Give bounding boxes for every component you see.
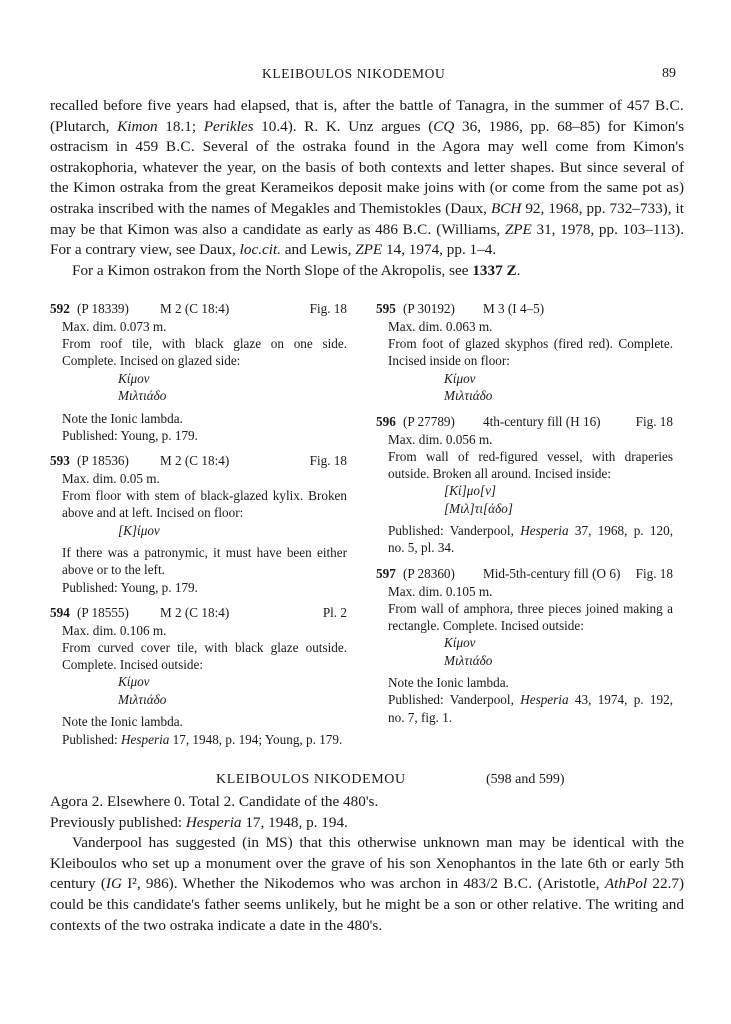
citation-abbrev: loc.cit. [239,241,281,259]
publication: Published: Young, p. 179. [62,427,198,443]
dimension: Max. dim. 0.073 m. [62,319,167,334]
intro-paragraph-2 [50,261,684,282]
description: From floor with stem of black-glazed kylix. Broken above and at left. Incised on floor: [62,488,347,521]
catalog-entry-592 [50,300,347,444]
entry-number: 592 [50,301,70,316]
intro-paragraph-1 [50,96,684,261]
figure-reference: Fig. 18 [635,413,673,429]
entry-body [376,431,673,557]
inscription-line: Κίμον [118,674,150,690]
journal-title: ZPE [355,241,383,259]
catalog-reference: 1337 Z [472,261,517,279]
inscription-line: Μιλτιάδο [444,652,493,668]
text-run: Several of the ostraka found in the Agora may well come from Kimon's ostrakophoria, whatever the year, on the basis of both contexts and letter shapes. But since several of the Kimon ostraka from the great Kerameikos deposit make joins with (or come from the same pot as) ostraka inscribed with the names of Megakles and Themistokles (Daux, [50,138,685,217]
text-run: 17, 1948, p. 194; Young, p. 179. [169,731,343,747]
inventory-number: (P 18555) [77,604,129,620]
entry-number: 596 [376,413,396,429]
dimension: Max. dim. 0.056 m. [388,431,493,447]
catalog-entry-594 [50,604,347,748]
deposit-context: M 2 (C 18:4) [160,301,230,316]
era-abbrev: B.C. [654,97,684,114]
catalog-range: (598 and 599) [486,772,565,787]
inscription-line: Κίμον [444,635,476,651]
description: From wall of amphora, three pieces joined making a rectangle. Complete. Incised outside: [388,600,673,634]
journal-title: Hesperia [520,523,569,539]
section-heading [50,770,684,792]
figure-reference: Fig. 18 [309,301,347,316]
description: From roof tile, with black glaze on one side. Complete. Incised on glazed side: [62,336,347,369]
publication [388,691,673,725]
deposit-context: M 2 (C 18:4) [160,453,230,469]
note: Note the Ionic lambda. [388,675,509,691]
catalog-column-left [50,300,347,756]
inscription-line: Μιλτιάδο [118,691,167,707]
candidate-summary: Agora 2. Elsewhere 0. Total 2. Candidate of the 480's. [50,793,379,810]
note: If there was a patronymic, it must have been either above or to the left. [62,545,347,578]
text-run: 18.1; [157,117,204,135]
text-run: 37, 1968, p. 120, no. 5, pl. 34. [388,523,673,556]
text-run: (Aristotle, [532,875,605,893]
text-run: Vanderpool has suggested (in MS) that this otherwise unknown man may be identical with the Kleiboulos who set up a monument over the grave of his son Xenophantos in the late 6th or early 5th century ( [50,834,684,893]
inscription [388,370,673,405]
text-run: 31, 1978, pp. 103–113). For a contrary view, see Daux, [50,220,684,259]
catalog-entry-596 [376,413,673,557]
deposit-context: Mid-5th-century fill (O 6) [483,565,621,581]
inventory-number: (P 18536) [77,453,129,469]
catalog-column-right [376,300,673,734]
journal-title: ZPE [504,220,532,238]
entry-header [50,452,347,470]
candidate-section [50,770,684,936]
text-run: Published: Vanderpool, [388,523,521,539]
inscription [62,522,347,540]
inscription-line: Μιλτιάδο [118,388,167,404]
catalog-entry-597 [376,565,673,726]
previously-published [50,813,684,834]
entry-number: 597 [376,565,396,581]
deposit-context: M 2 (C 18:4) [160,604,230,620]
entry-header [50,300,347,318]
text-run: (Williams, [431,220,505,238]
entry-number: 594 [50,604,70,620]
intro-text [50,96,684,281]
inventory-number: (P 18339) [77,301,129,316]
catalog-entry-595 [376,300,673,405]
text-run: For a Kimon ostrakon from the North Slope of the Akropolis, see [72,261,473,279]
publication [62,731,347,748]
inscription-line: [Κί]μο[ν] [444,483,497,499]
dimension: Max. dim. 0.105 m. [388,583,493,599]
entry-body [50,622,347,748]
entry-header [376,565,673,583]
inscription-line: Κίμον [118,370,150,386]
text-run: 43, 1974, p. 192, no. 7, fig. 1. [388,692,673,725]
text-run: 17, 1948, p. 194. [241,813,348,831]
era-abbrev: B.C. [402,220,432,238]
plate-reference: Pl. 2 [322,604,347,620]
figure-reference: Fig. 18 [309,453,347,469]
text-run: I², 986). Whether the Nikodemos who was archon in 483/2 [121,875,504,893]
inscription-line: [Μιλ]τι[άδο] [444,500,513,516]
note: Note the Ionic lambda. [62,714,183,730]
journal-title: BCH [490,199,522,217]
description: From foot of glazed skyphos (fired red). Complete. Incised inside on floor: [388,336,673,369]
dimension: Max. dim. 0.106 m. [62,622,167,638]
entry-header [376,300,673,318]
inventory-number: (P 28360) [403,565,455,581]
description: From curved cover tile, with black glaze outside. Complete. Incised outside: [62,639,347,673]
entry-number: 593 [50,453,70,469]
text-run: (Plutarch, [50,117,118,135]
publication [388,522,673,556]
deposit-context: 4th-century fill (H 16) [483,413,601,429]
inscription [388,482,673,517]
section-title: KLEIBOULOS NIKODEMOU [216,772,406,787]
era-abbrev: B.C. [503,875,533,893]
catalog-entry-593 [50,452,347,596]
work-title: AthPol [604,875,648,893]
text-run: Previously published: [50,813,186,831]
text-run: Published: Vanderpool, [388,692,521,708]
work-title: Kimon [117,117,158,135]
deposit-context: M 3 (I 4–5) [483,301,545,316]
page-number: 89 [662,66,676,81]
entry-body [376,583,673,726]
running-head-title: KLEIBOULOS NIKODEMOU [262,66,446,81]
inventory-number: (P 30192) [403,301,455,316]
text-run: and Lewis, [280,241,356,259]
entry-body [376,318,673,405]
description: From wall of red-figured vessel, with draperies outside. Broken all around. Incised inside: [388,448,673,482]
inventory-number: (P 27789) [403,413,455,429]
inscription-line: Μιλτιάδο [444,388,493,404]
text-run: 10.4). R. K. Unz argues ( [253,117,434,135]
inscription [62,370,347,405]
note: Note the Ionic lambda. [62,410,183,426]
entry-body [50,318,347,444]
journal-title: CQ [433,117,455,135]
journal-title: Hesperia [520,692,569,708]
text-run: . [516,261,521,279]
inscription-line: Κίμον [444,370,476,386]
figure-reference: Fig. 18 [635,565,673,581]
era-abbrev: B.C. [165,138,195,156]
entry-number: 595 [376,301,396,316]
entry-header [376,413,673,431]
text-run: recalled before five years had elapsed, that is, after the battle of Tanagra, in the summer of 457 [50,97,655,114]
section-paragraph [50,833,684,936]
publication: Published: Young, p. 179. [62,579,198,595]
text-run: 14, 1974, pp. 1–4. [382,241,497,259]
entry-header [50,604,347,622]
inscription [388,634,673,669]
dimension: Max. dim. 0.063 m. [388,319,493,334]
running-head [0,66,731,86]
work-title: Perikles [203,117,254,135]
corpus-title: IG [105,875,122,893]
entry-body [50,470,347,596]
dimension: Max. dim. 0.05 m. [62,471,160,487]
journal-title: Hesperia [185,813,242,831]
inscription [62,673,347,708]
text-run: 36, 1986, pp. 68–85) for Kimon's ostracism in 459 [50,117,684,156]
text-run: Published: [62,731,121,747]
inscription-line: [Κ]ίμον [118,522,160,538]
journal-title: Hesperia [120,731,170,747]
text-run: 22.7) could be this candidate's father seems unlikely, but he might be a son or other relative. The writing and contexts of the two ostraka indicate a date in the 480's. [50,875,685,934]
text-run: 92, 1968, pp. 732–733), it may be that Kimon was also a candidate as early as 486 [50,199,684,238]
